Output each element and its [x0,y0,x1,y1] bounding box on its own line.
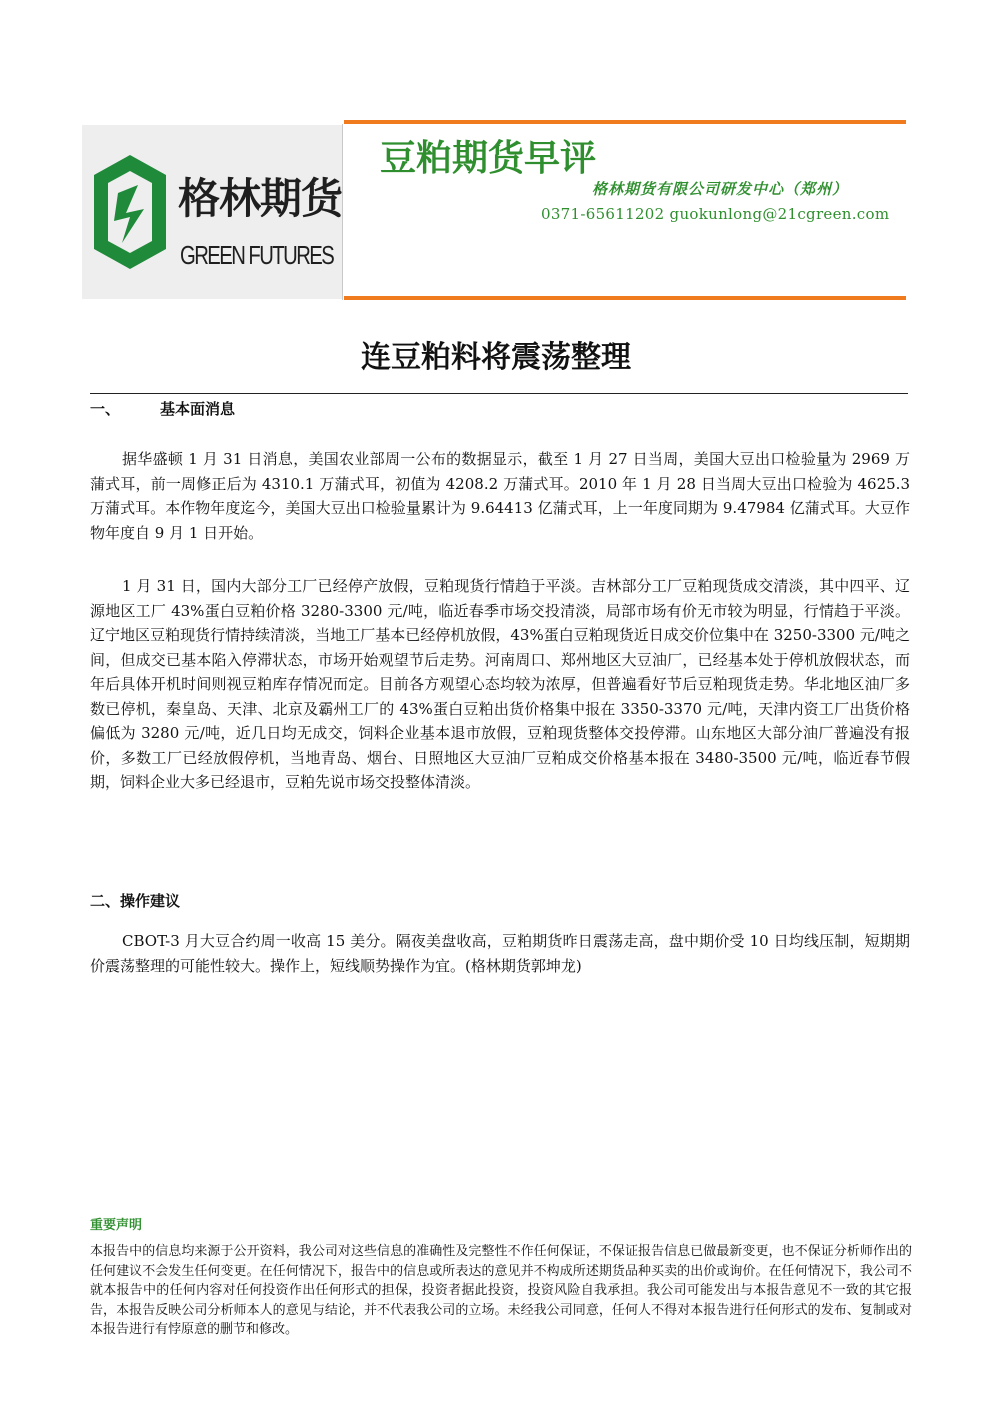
header-bottom-rule [344,296,906,300]
disclaimer-text: 本报告中的信息均来源于公开资料，我公司对这些信息的准确性及完整性不作任何保证，不保证报告信息已做最新变更，也不保证分析师作出的任何建议不会发生任何变更。在任何情况下，报告中的信息或所表达的意见并不构成所述期货品种买卖的出价或询价。在任何情况下，我公司不就本报告中的任何内容对任何投资作出任何形式的担保，投资者据此投资，投资风险自我承担。我公司可能发出与本报告意见不一致的其它报告，本报告反映公司分析师本人的意见与结论，并不代表我公司的立场。未经我公司同意，任何人不得对本报告进行任何形式的发布、复制或对本报告进行有悖原意的删节和修改。 [90,1244,912,1338]
disclaimer-title: 重要声明 [90,1218,143,1233]
organization-name: 格林期货有限公司研发中心（郑州） [592,180,849,198]
paragraph-spot-market: 1 月 31 日，国内大部分工厂已经停产放假，豆粕现货行情趋于平淡。吉林部分工厂豆粕现货成交清淡，其中四平、辽源地区工厂 43%蛋白豆粕价格 3280-3300 元/吨，临近春季市场交投清淡，局部市场有价无市较为明显，行情趋于平淡。辽宁地区豆粕现货行情持续清淡，当地工厂基本已经停机放假，43%蛋白豆粕现货近日成交价位集中在 3250-3300 元/吨之间，但成交已基本陷入停滞状态，市场开始观望节后走势。河南周口、郑州地区大豆油厂，已经基本处于停机放假状态，而年后具体开机时间则视豆粕库存情况而定。目前各方观望心态均较为浓厚，但普遍看好节后豆粕现货走势。华北地区油厂多数已停机，秦皇岛、天津、北京及霸州工厂的 43%蛋白豆粕出货价格集中报在 3350-3370 元/吨，天津内资工厂出货价格偏低为 3280 元/吨，近几日均无成交，饲料企业基本退市放假，豆粕现货整体交投停滞。山东地区大部分油厂普遍没有报价，多数工厂已经放假停机，当地青岛、烟台、日照地区大豆油厂豆粕成交价格基本报在 3480-3500 元/吨，临近春节假期，饲料企业大多已经退市，豆粕先说市场交投整体清淡。 [90,577,910,791]
section-number: 一、 [90,400,121,418]
section-heading-advice: 二、操作建议 [90,892,181,910]
paragraph-advice: CBOT-3 月大豆合约周一收高 15 美分。隔夜美盘收高，豆粕期货昨日震荡走高，盘中期价受 10 日均线压制，短期期价震荡整理的可能性较大。操作上，短线顺势操作为宜。(格林期货郭坤龙) [90,932,910,975]
report-series-title: 豆粕期货早评 [380,138,597,179]
article-title: 连豆粕料将震荡整理 [361,340,631,375]
logo-chinese-name: 格林期货 [178,174,343,223]
title-rule [90,393,908,394]
section-label: 基本面消息 [160,400,236,418]
header-top-rule [344,120,906,124]
paragraph-usda-export: 据华盛顿 1 月 31 日消息，美国农业部周一公布的数据显示，截至 1 月 27 日当周，美国大豆出口检验量为 2969 万蒲式耳，前一周修正后为 4310.1 万蒲式耳，初值为 4208.2 万蒲式耳。2010 年 1 月 28 日当周大豆出口检验为 4625.3 万蒲式耳。本作物年度迄今，美国大豆出口检验量累计为 9.64413 亿蒲式耳，上一年度同期为 9.47984 亿蒲式耳。大豆作物年度自 9 月 1 日开始。 [90,450,910,542]
logo-english-name: GREEN FUTURES [180,240,334,270]
contact-info: 0371-65611202 guokunlong@21cgreen.com [541,205,890,223]
section-heading-fundamentals [90,398,235,419]
company-logo [82,125,342,299]
header-divider [342,124,343,300]
green-futures-logo-icon [92,153,168,271]
